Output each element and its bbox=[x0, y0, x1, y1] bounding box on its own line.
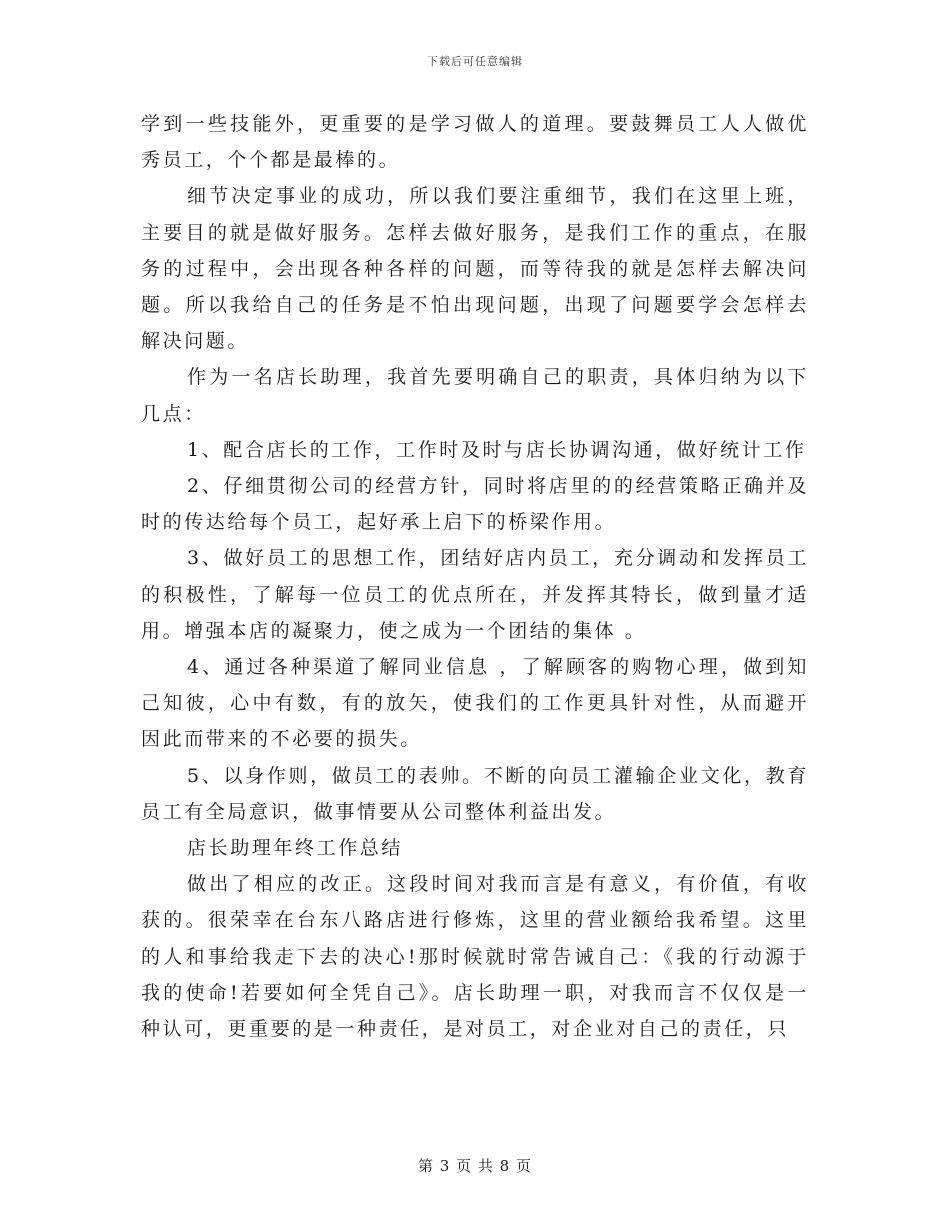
page-header-note: 下载后可任意编辑 bbox=[427, 55, 523, 68]
paragraph-duty-2: 2、仔细贯彻公司的经营方针，同时将店里的的经营策略正确并及时的传达给每个员工，起好承上启下的桥梁作用。 bbox=[141, 475, 809, 534]
page-number-footer: 第 3 页 共 8 页 bbox=[418, 1157, 532, 1175]
section-heading: 店长助理年终工作总结 bbox=[187, 837, 404, 860]
paragraph-duties-intro: 作为一名店长助理，我首先要明确自己的职责，具体归纳为以下几点： bbox=[141, 366, 809, 425]
paragraph-duty-5: 5、以身作则，做员工的表帅。不断的向员工灌输企业文化，教育员工有全局意识，做事情要从公司整体利益出发。 bbox=[141, 764, 809, 823]
paragraph-summary: 做出了相应的改正。这段时间对我而言是有意义，有价值，有收获的。很荣幸在台东八路店进行修炼，这里的营业额给我希望。这里的人和事给我走下去的决心!那时候就时常告诫自己：《我的行动源于我的使命!若要如何全凭自己》。店长助理一职，对我而言不仅仅是一种认可，更重要的是一种责任，是对员工，对企业对自己的责任，只 bbox=[141, 873, 809, 1041]
document-body bbox=[141, 106, 809, 1047]
paragraph-continuation: 学到一些技能外，更重要的是学习做人的道理。要鼓舞员工人人做优秀员工，个个都是最棒的。 bbox=[141, 113, 809, 172]
paragraph-duty-4: 4、通过各种渠道了解同业信息 ，了解顾客的购物心理，做到知己知彼，心中有数，有的放矢，使我们的工作更具针对性，从而避开因此而带来的不必要的损失。 bbox=[141, 656, 809, 751]
paragraph-details: 细节决定事业的成功，所以我们要注重细节，我们在这里上班，主要目的就是做好服务。怎样去做好服务，是我们工作的重点，在服务的过程中，会出现各种各样的问题，而等待我的就是怎样去解决问题。所以我给自己的任务是不怕出现问题，出现了问题要学会怎样去解决问题。 bbox=[141, 185, 809, 353]
paragraph-duty-1: 1、配合店长的工作，工作时及时与店长协调沟通，做好统计工作 bbox=[187, 438, 807, 461]
paragraph-duty-3: 3、做好员工的思想工作，团结好店内员工，充分调动和发挥员工的积极性，了解每一位员工的优点所在，并发挥其特长，做到量才适用。增强本店的凝聚力，使之成为一个团结的集体 。 bbox=[141, 547, 809, 642]
